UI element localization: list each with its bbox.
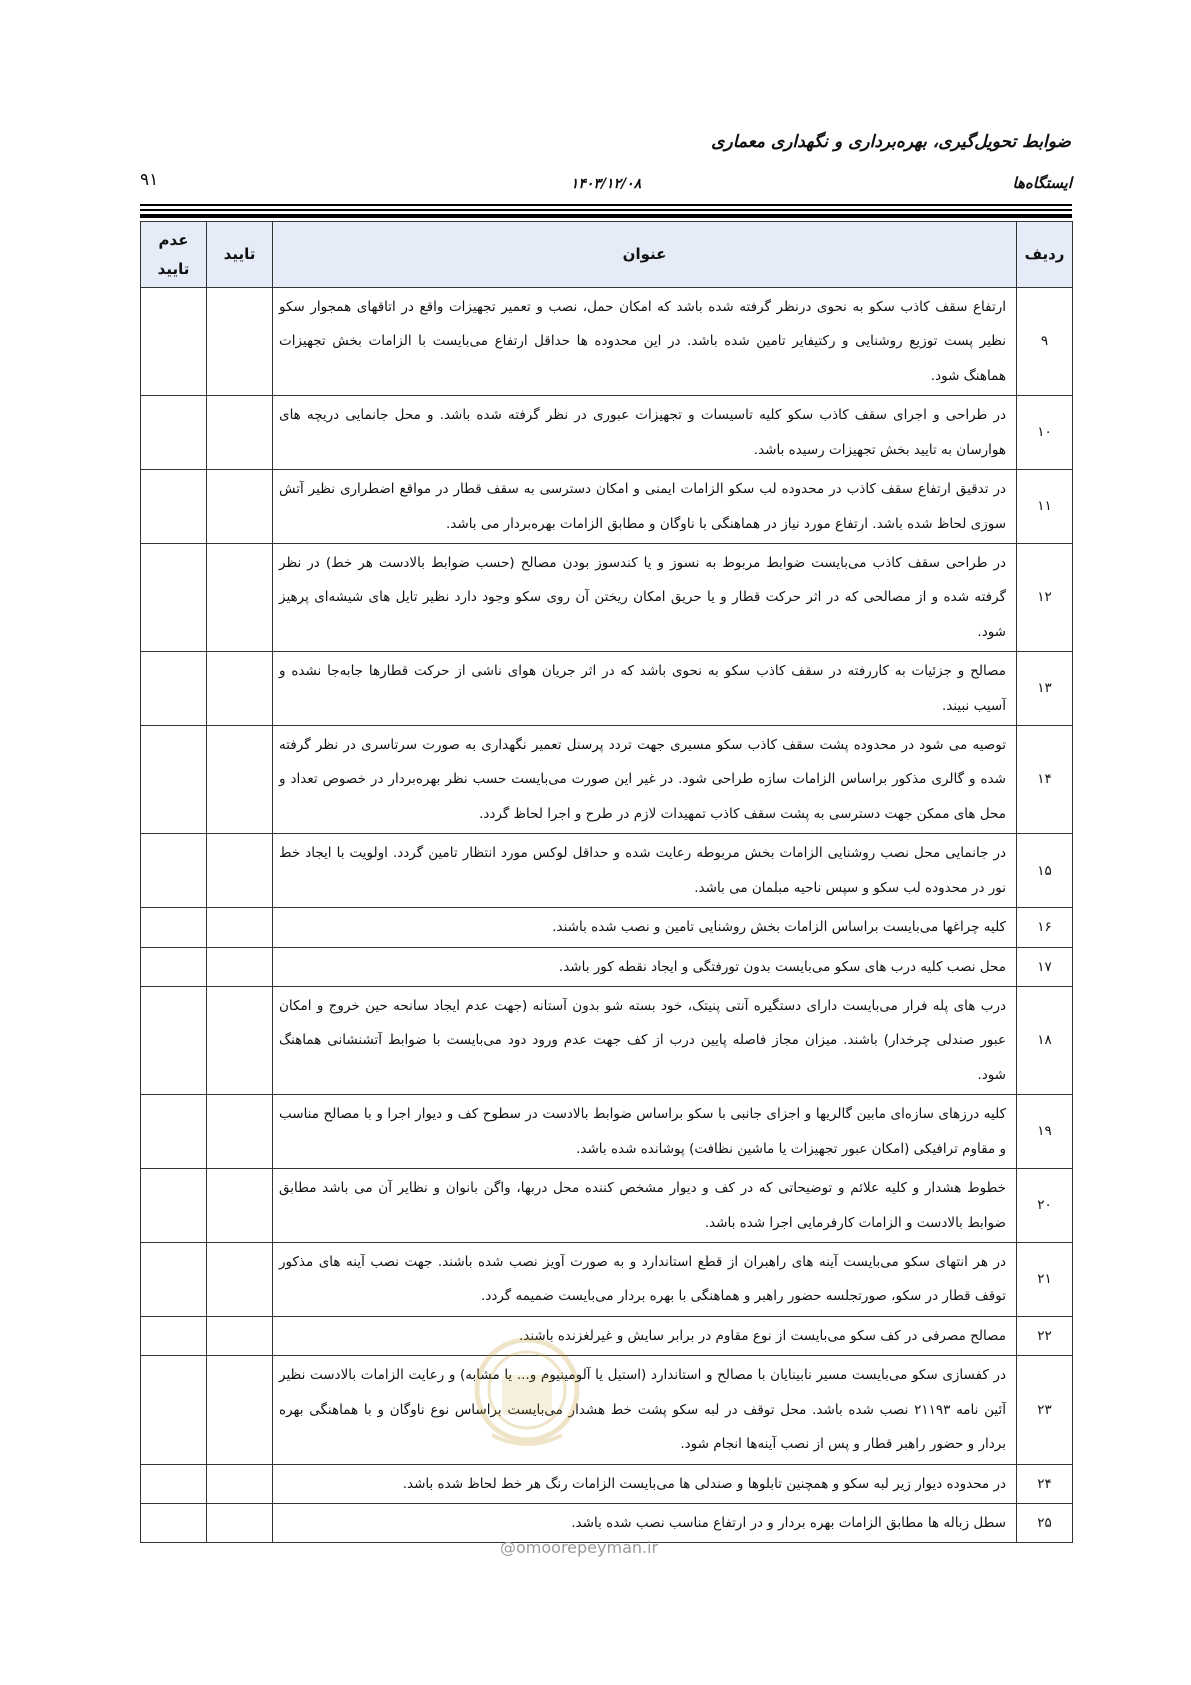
approve-cell[interactable] [207,1095,273,1169]
table-row [141,652,1073,726]
row-title: توصیه می شود در محدوده پشت سقف کاذب سکو مسیری جهت تردد پرسنل تعمیر نگهداری به صورت سرتاسری در نظر گرفته شده و گالری مذکور براساس الزامات سازه طراحی شود. در غیر این صورت می‌بایست حسب نظر بهره‌بردار در خصوص تعداد و محل های ممکن جهت دسترسی به پشت سقف کاذب تمهیدات لازم در طرح و اجرا لحاظ گردد. [273,726,1017,834]
row-title: در طراحی و اجرای سقف کاذب سکو کلیه تاسیسات و تجهیزات عبوری در نظر گرفته شده باشد. و محل جانمایی دریچه های هوارسان به تایید بخش تجهیزات رسیده باشد. [273,396,1017,470]
reject-cell[interactable] [141,470,207,544]
row-title: در هر انتهای سکو می‌بایست آینه های راهبران از قطع استاندارد و به صورت آویز نصب شده باشند. جهت نصب آینه های مذکور توقف قطار در سکو، صورتجلسه حضور راهبر و هماهنگی با بهره بردار می‌بایست ضمیمه گردد. [273,1242,1017,1316]
header-rule-middle [140,209,1072,211]
row-title: مصالح مصرفی در کف سکو می‌بایست از نوع مقاوم در برابر سایش و غیرلغزنده باشند. [273,1316,1017,1355]
reject-cell[interactable] [141,726,207,834]
row-number: ۱۷ [1017,947,1073,986]
column-header-reject: عدم تایید [141,222,207,288]
reject-cell[interactable] [141,543,207,651]
reject-cell[interactable] [141,834,207,908]
approve-cell[interactable] [207,1242,273,1316]
reject-cell[interactable] [141,987,207,1095]
page-number: ۹۱ [140,170,159,190]
approve-cell[interactable] [207,947,273,986]
table-row [141,288,1073,396]
reject-cell[interactable] [141,1503,207,1542]
approve-cell[interactable] [207,987,273,1095]
reject-cell[interactable] [141,1316,207,1355]
row-title: درب های پله فرار می‌بایست دارای دستگیره آنتی پنیتک، خود بسته شو بدون آستانه (جهت عدم ایجاد سانحه حین خروج و امکان عبور صندلی چرخدار) باشند. میزان مجاز فاصله پایین درب از کف جهت عدم ورود دود می‌بایست با ضوابط آتشنشانی هماهنگ شود. [273,987,1017,1095]
table-row [141,1503,1073,1542]
section-name: ایستگاه‌ها [1012,174,1072,192]
row-number: ۱۱ [1017,470,1073,544]
reject-cell[interactable] [141,1242,207,1316]
table-row [141,470,1073,544]
table-row [141,834,1073,908]
row-title: در طراحی سقف کاذب می‌بایست ضوابط مربوط به نسوز و یا کندسوز بودن مصالح (حسب ضوابط بالادست هر خط) در نظر گرفته شده و از مصالحی که در اثر حرکت قطار و یا حریق امکان ریختن آن روی سکو وجود دارد نظیر تایل های شیشه‌ای پرهیز شود. [273,543,1017,651]
table-row [141,987,1073,1095]
row-number: ۱۴ [1017,726,1073,834]
row-number: ۱۶ [1017,908,1073,947]
row-title: سطل زباله ها مطابق الزامات بهره بردار و در ارتفاع مناسب نصب شده باشد. [273,1503,1017,1542]
reject-cell[interactable] [141,1356,207,1464]
row-number: ۱۳ [1017,652,1073,726]
reject-cell[interactable] [141,1169,207,1243]
reject-cell[interactable] [141,1095,207,1169]
table-row [141,1316,1073,1355]
approve-cell[interactable] [207,396,273,470]
approve-cell[interactable] [207,1316,273,1355]
table-row [141,396,1073,470]
row-number: ۹ [1017,288,1073,396]
approve-cell[interactable] [207,652,273,726]
row-title: کلیه درزهای سازه‌ای مابین گالریها و اجزای جانبی با سکو براساس ضوابط بالادست در سطوح کف و دیوار اجرا و با مصالح مناسب و مقاوم ترافیکی (امکان عبور تجهیزات یا ماشین نظافت) پوشانده شده باشد. [273,1095,1017,1169]
reject-cell[interactable] [141,947,207,986]
row-title: محل نصب کلیه درب های سکو می‌بایست بدون تورفتگی و ایجاد نقطه کور باشد. [273,947,1017,986]
column-header-approve: تایید [207,222,273,288]
table-row [141,1464,1073,1503]
row-number: ۲۲ [1017,1316,1073,1355]
column-header-row: ردیف [1017,222,1073,288]
row-title: خطوط هشدار و کلیه علائم و توضیحاتی که در کف و دیوار مشخص کننده محل دربها، واگن بانوان و نظایر آن می باشد مطابق ضوابط بالادست و الزامات کارفرمایی اجرا شده باشد. [273,1169,1017,1243]
table-row [141,726,1073,834]
table-body [141,288,1073,1543]
approve-cell[interactable] [207,908,273,947]
table-row [141,1242,1073,1316]
approve-cell[interactable] [207,1464,273,1503]
approve-cell[interactable] [207,1503,273,1542]
header-row [140,170,1072,196]
column-header-title: عنوان [273,222,1017,288]
row-number: ۲۵ [1017,1503,1073,1542]
document-title: ضوابط تحویل‌گیری، بهره‌برداری و نگهداری معماری [711,132,1071,152]
row-number: ۱۸ [1017,987,1073,1095]
watermark-url: @omoorepeyman.ir [500,1538,659,1557]
approve-cell[interactable] [207,470,273,544]
row-number: ۲۱ [1017,1242,1073,1316]
table-row [141,543,1073,651]
approve-cell[interactable] [207,834,273,908]
reject-cell[interactable] [141,396,207,470]
table-row [141,947,1073,986]
table-row [141,1095,1073,1169]
row-title: ارتفاع سقف کاذب سکو به نحوی درنظر گرفته شده باشد که امکان حمل، نصب و تعمیر تجهیزات واقع در اتاقهای همجوار سکو نظیر پست توزیع روشنایی و رکتیفایر تامین شده باشد. در این محدوده ها حداقل ارتفاع می‌بایست با الزامات بخش تجهیزات هماهنگ شود. [273,288,1017,396]
row-title: کلیه چراغها می‌بایست براساس الزامات بخش روشنایی تامین و نصب شده باشند. [273,908,1017,947]
row-title: در کفسازی سکو می‌بایست مسیر نابینایان با مصالح و استاندارد (استیل یا آلومینیوم و... یا مشابه) و رعایت الزامات بالادست نظیر آئین نامه ۲۱۱۹۳ نصب شده باشد. محل توقف در لبه سکو پشت خط هشدار می‌بایست براساس نوع ناوگان و با هماهنگی بهره بردار و حضور راهبر قطار و پس از نصب آینه‌ها انجام شود. [273,1356,1017,1464]
row-title: در جانمایی محل نصب روشنایی الزامات بخش مربوطه رعایت شده و حداقل لوکس مورد انتظار تامین گردد. اولویت با ایجاد خط نور در محدوده لب سکو و سپس ناحیه مبلمان می باشد. [273,834,1017,908]
row-number: ۲۴ [1017,1464,1073,1503]
table-row [141,908,1073,947]
table-header-row [141,222,1073,288]
row-number: ۱۰ [1017,396,1073,470]
approve-cell[interactable] [207,726,273,834]
row-number: ۱۵ [1017,834,1073,908]
approve-cell[interactable] [207,543,273,651]
header-rule-top [140,204,1072,206]
row-number: ۲۳ [1017,1356,1073,1464]
row-title: مصالح و جزئیات به کاررفته در سقف کاذب سکو به نحوی باشد که در اثر جریان هوای ناشی از حرکت قطارها جابه‌جا نشده و آسیب نبیند. [273,652,1017,726]
document-date: ۱۴۰۳/۱۲/۰۸ [570,176,642,192]
header-rule-bottom [140,214,1072,218]
row-number: ۱۹ [1017,1095,1073,1169]
table-row [141,1356,1073,1464]
row-title: در محدوده دیوار زیر لبه سکو و همچنین تابلوها و صندلی ها می‌بایست الزامات رنگ هر خط لحاظ شده باشد. [273,1464,1017,1503]
reject-cell[interactable] [141,1464,207,1503]
approve-cell[interactable] [207,1169,273,1243]
row-number: ۲۰ [1017,1169,1073,1243]
row-number: ۱۲ [1017,543,1073,651]
table-row [141,1169,1073,1243]
reject-cell[interactable] [141,652,207,726]
approve-cell[interactable] [207,288,273,396]
approve-cell[interactable] [207,1356,273,1464]
row-title: در تدقیق ارتفاع سقف کاذب در محدوده لب سکو الزامات ایمنی و امکان دسترسی به سقف قطار در مواقع اضطراری نظیر آتش سوزی لحاظ شده باشد. ارتفاع مورد نیاز در هماهنگی با ناوگان و مطابق الزامات بهره‌بردار می باشد. [273,470,1017,544]
reject-cell[interactable] [141,288,207,396]
checklist-table [140,221,1073,1543]
reject-cell[interactable] [141,908,207,947]
